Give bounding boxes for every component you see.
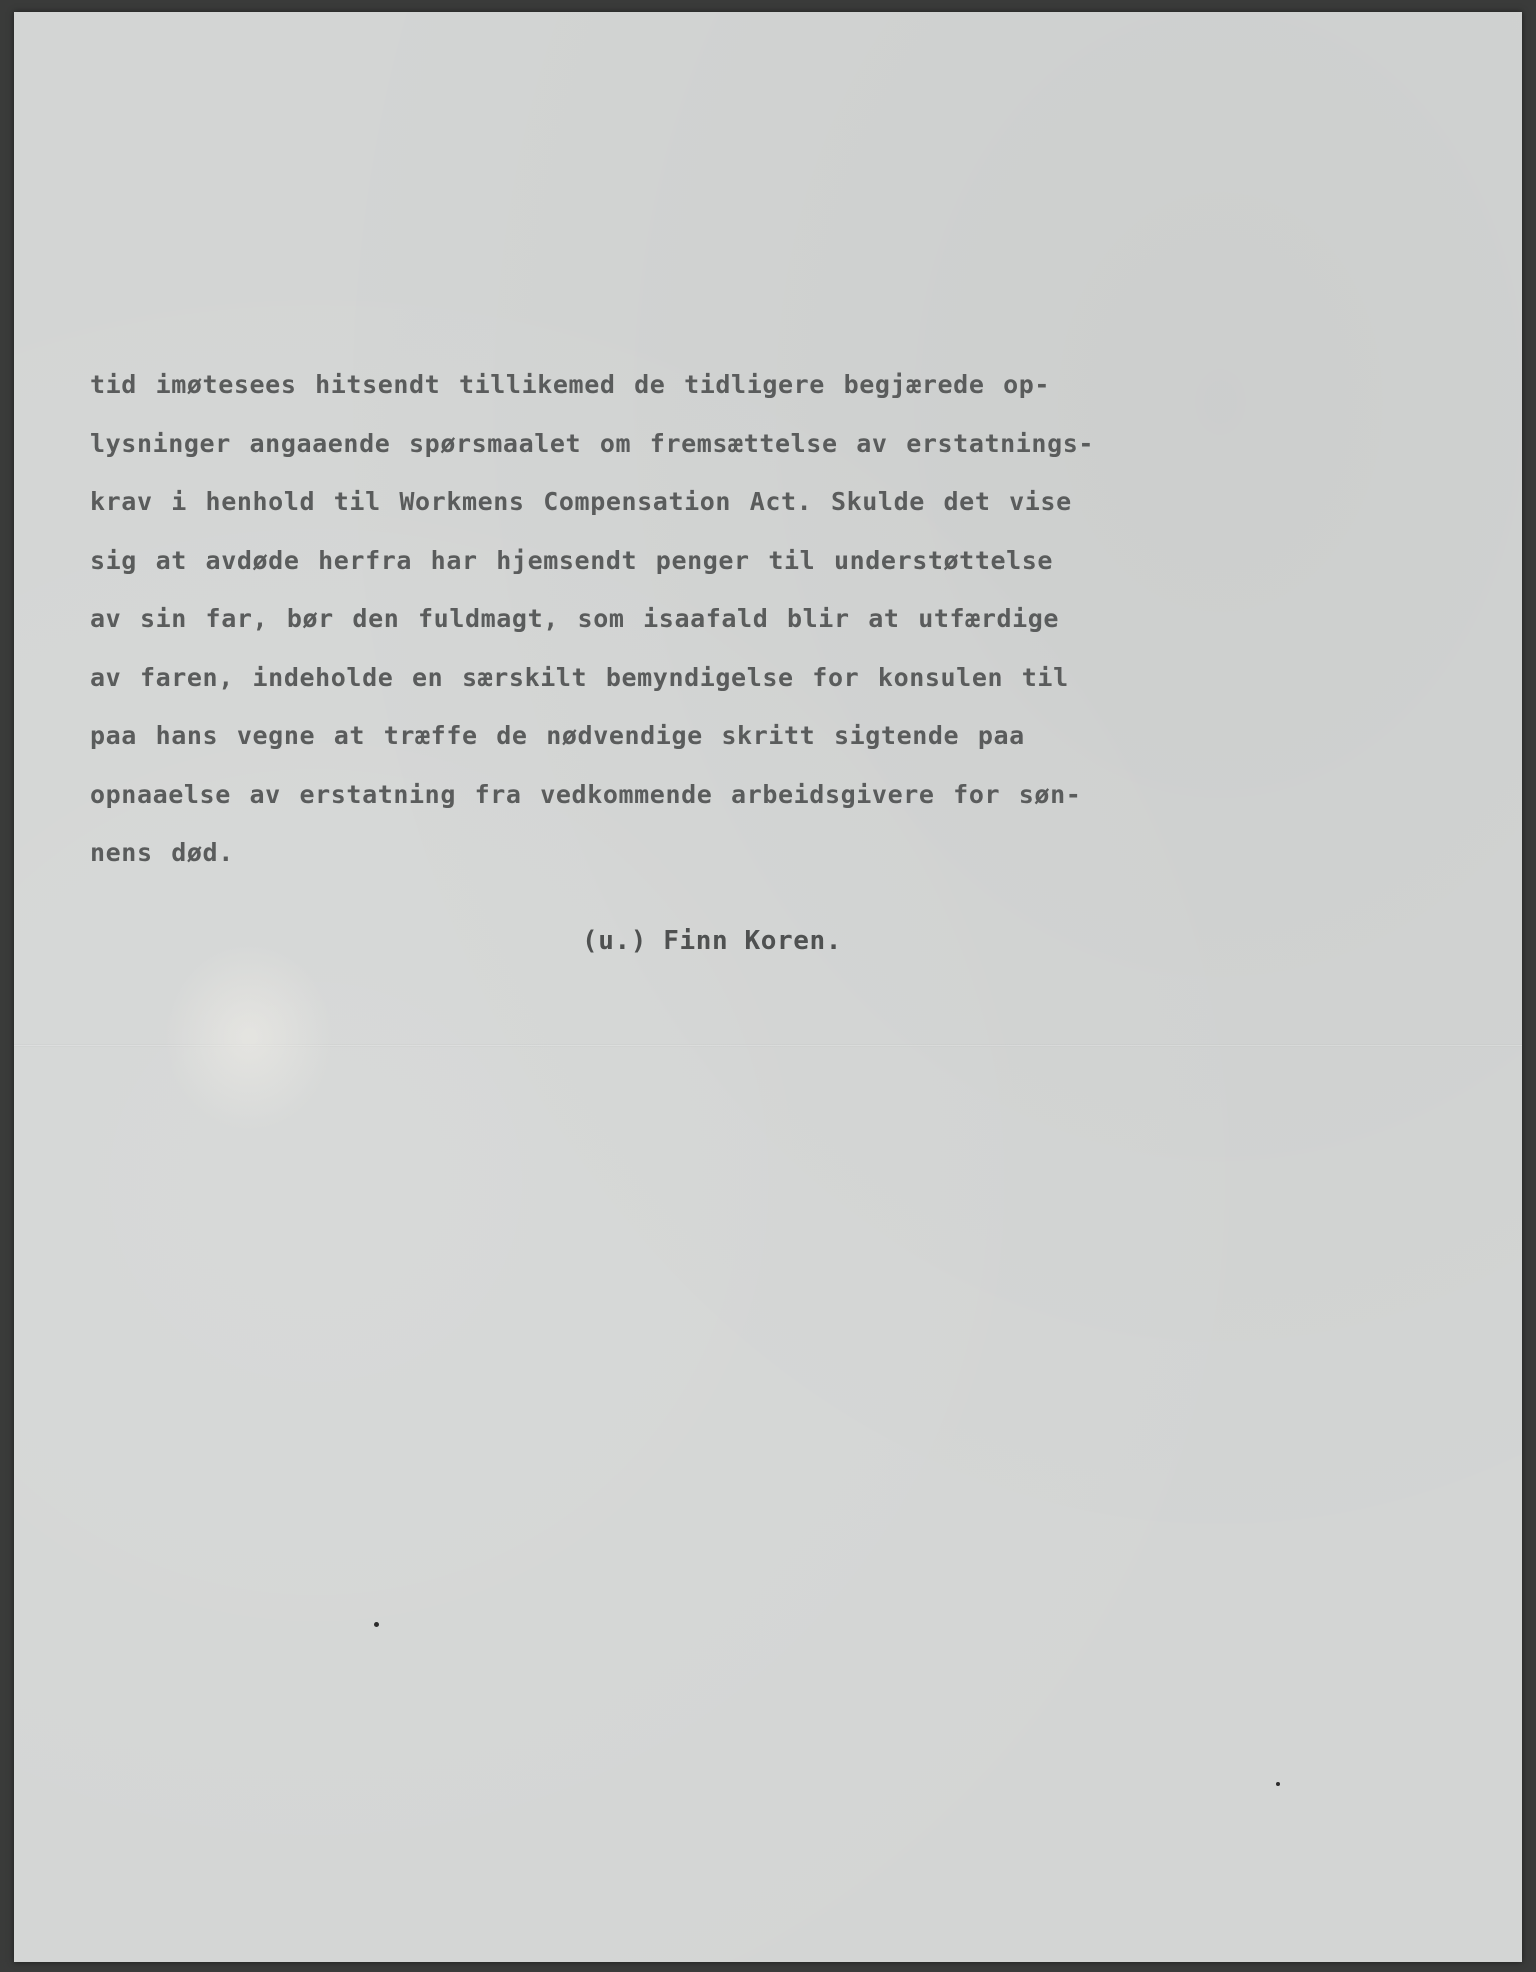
document-page bbox=[14, 12, 1522, 1962]
paper-stain bbox=[164, 942, 334, 1132]
text-line: av faren, indeholde en særskilt bemyndigelse for konsulen til bbox=[90, 662, 1069, 692]
text-line: paa hans vegne at træffe de nødvendige skritt sigtende paa bbox=[90, 721, 1025, 750]
text-line: krav i henhold til Workmens Compensation Act. Skulde det vise bbox=[90, 487, 1072, 516]
text-line: lysninger angaaende spørsmaalet om fremsættelse av erstatnings- bbox=[90, 428, 1095, 458]
ink-speck bbox=[374, 1622, 379, 1627]
ink-speck bbox=[1276, 1782, 1280, 1786]
letter-body bbox=[90, 356, 1290, 883]
signature-line: (u.) Finn Koren. bbox=[582, 926, 843, 956]
text-line: nens død. bbox=[90, 838, 234, 867]
text-line: tid imøtesees hitsendt tillikemed de tidligere begjærede op- bbox=[90, 370, 1051, 399]
text-line: opnaaelse av erstatning fra vedkommende arbeidsgivere for søn- bbox=[90, 779, 1082, 809]
text-line: sig at avdøde herfra har hjemsendt penger til understøttelse bbox=[90, 545, 1054, 575]
text-line: av sin far, bør den fuldmagt, som isaafald blir at utfærdige bbox=[90, 604, 1060, 633]
